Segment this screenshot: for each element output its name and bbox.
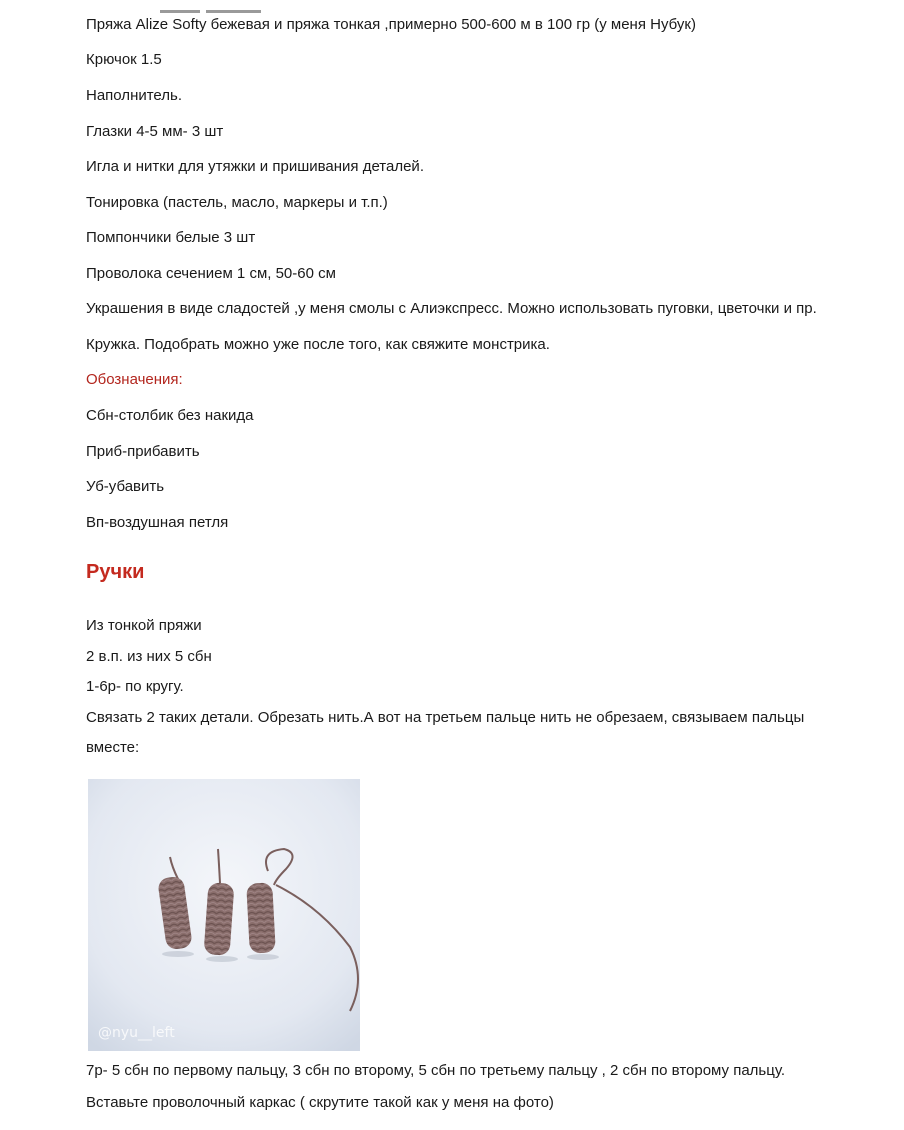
materials-item-filler: Наполнитель.: [86, 87, 183, 104]
legend-item-ub: Уб-убавить: [86, 478, 165, 495]
materials-item-toning: Тонировка (пастель, масло, маркеры и т.п.): [86, 194, 388, 211]
after-photo-wire: Вставьте проволочный каркас ( скрутите такой как у меня на фото): [86, 1094, 554, 1111]
top-cut-fragment: [160, 0, 280, 3]
materials-item-wire: Проволока сечением 1 см, 50-60 см: [86, 265, 336, 282]
materials-item-yarn: Пряжа Alize Softy бежевая и пряжа тонкая ,примерно 500-600 м в 100 гр (у меня Нубук): [86, 16, 696, 33]
section-line-instructions: Связать 2 таких детали. Обрезать нить.А вот на третьем пальце нить не обрезаем, связываем пальцы: [86, 709, 805, 726]
fingers-photo: [88, 779, 360, 1051]
section-line-yarn: Из тонкой пряжи: [86, 617, 202, 634]
materials-item-eyes: Глазки 4-5 мм- 3 шт: [86, 123, 224, 140]
legend-title: Обозначения:: [86, 371, 183, 388]
materials-item-needle: Игла и нитки для утяжки и пришивания деталей.: [86, 158, 424, 175]
materials-item-hook: Крючок 1.5: [86, 51, 162, 68]
legend-item-vp: Вп-воздушная петля: [86, 514, 229, 531]
photo-watermark: @nyu__left: [98, 1025, 175, 1041]
materials-item-pompoms: Помпончики белые 3 шт: [86, 229, 256, 246]
section-line-chain: 2 в.п. из них 5 сбн: [86, 648, 212, 665]
section-line-together: вместе:: [86, 739, 140, 756]
section-heading: Ручки: [86, 561, 145, 583]
legend-item-sbn: Сбн-столбик без накида: [86, 407, 254, 424]
legend-item-prib: Приб-прибавить: [86, 443, 200, 460]
after-photo-row7: 7р- 5 сбн по первому пальцу, 3 сбн по второму, 5 сбн по третьему пальцу , 2 сбн по второму пальцу.: [86, 1062, 785, 1079]
materials-item-decorations: Украшения в виде сладостей ,у меня смолы с Алиэкспресс. Можно использовать пуговки, цветочки и пр.: [86, 300, 817, 317]
section-line-rounds: 1-6р- по кругу.: [86, 678, 184, 695]
materials-item-mug: Кружка. Подобрать можно уже после того, как свяжите монстрика.: [86, 336, 550, 353]
